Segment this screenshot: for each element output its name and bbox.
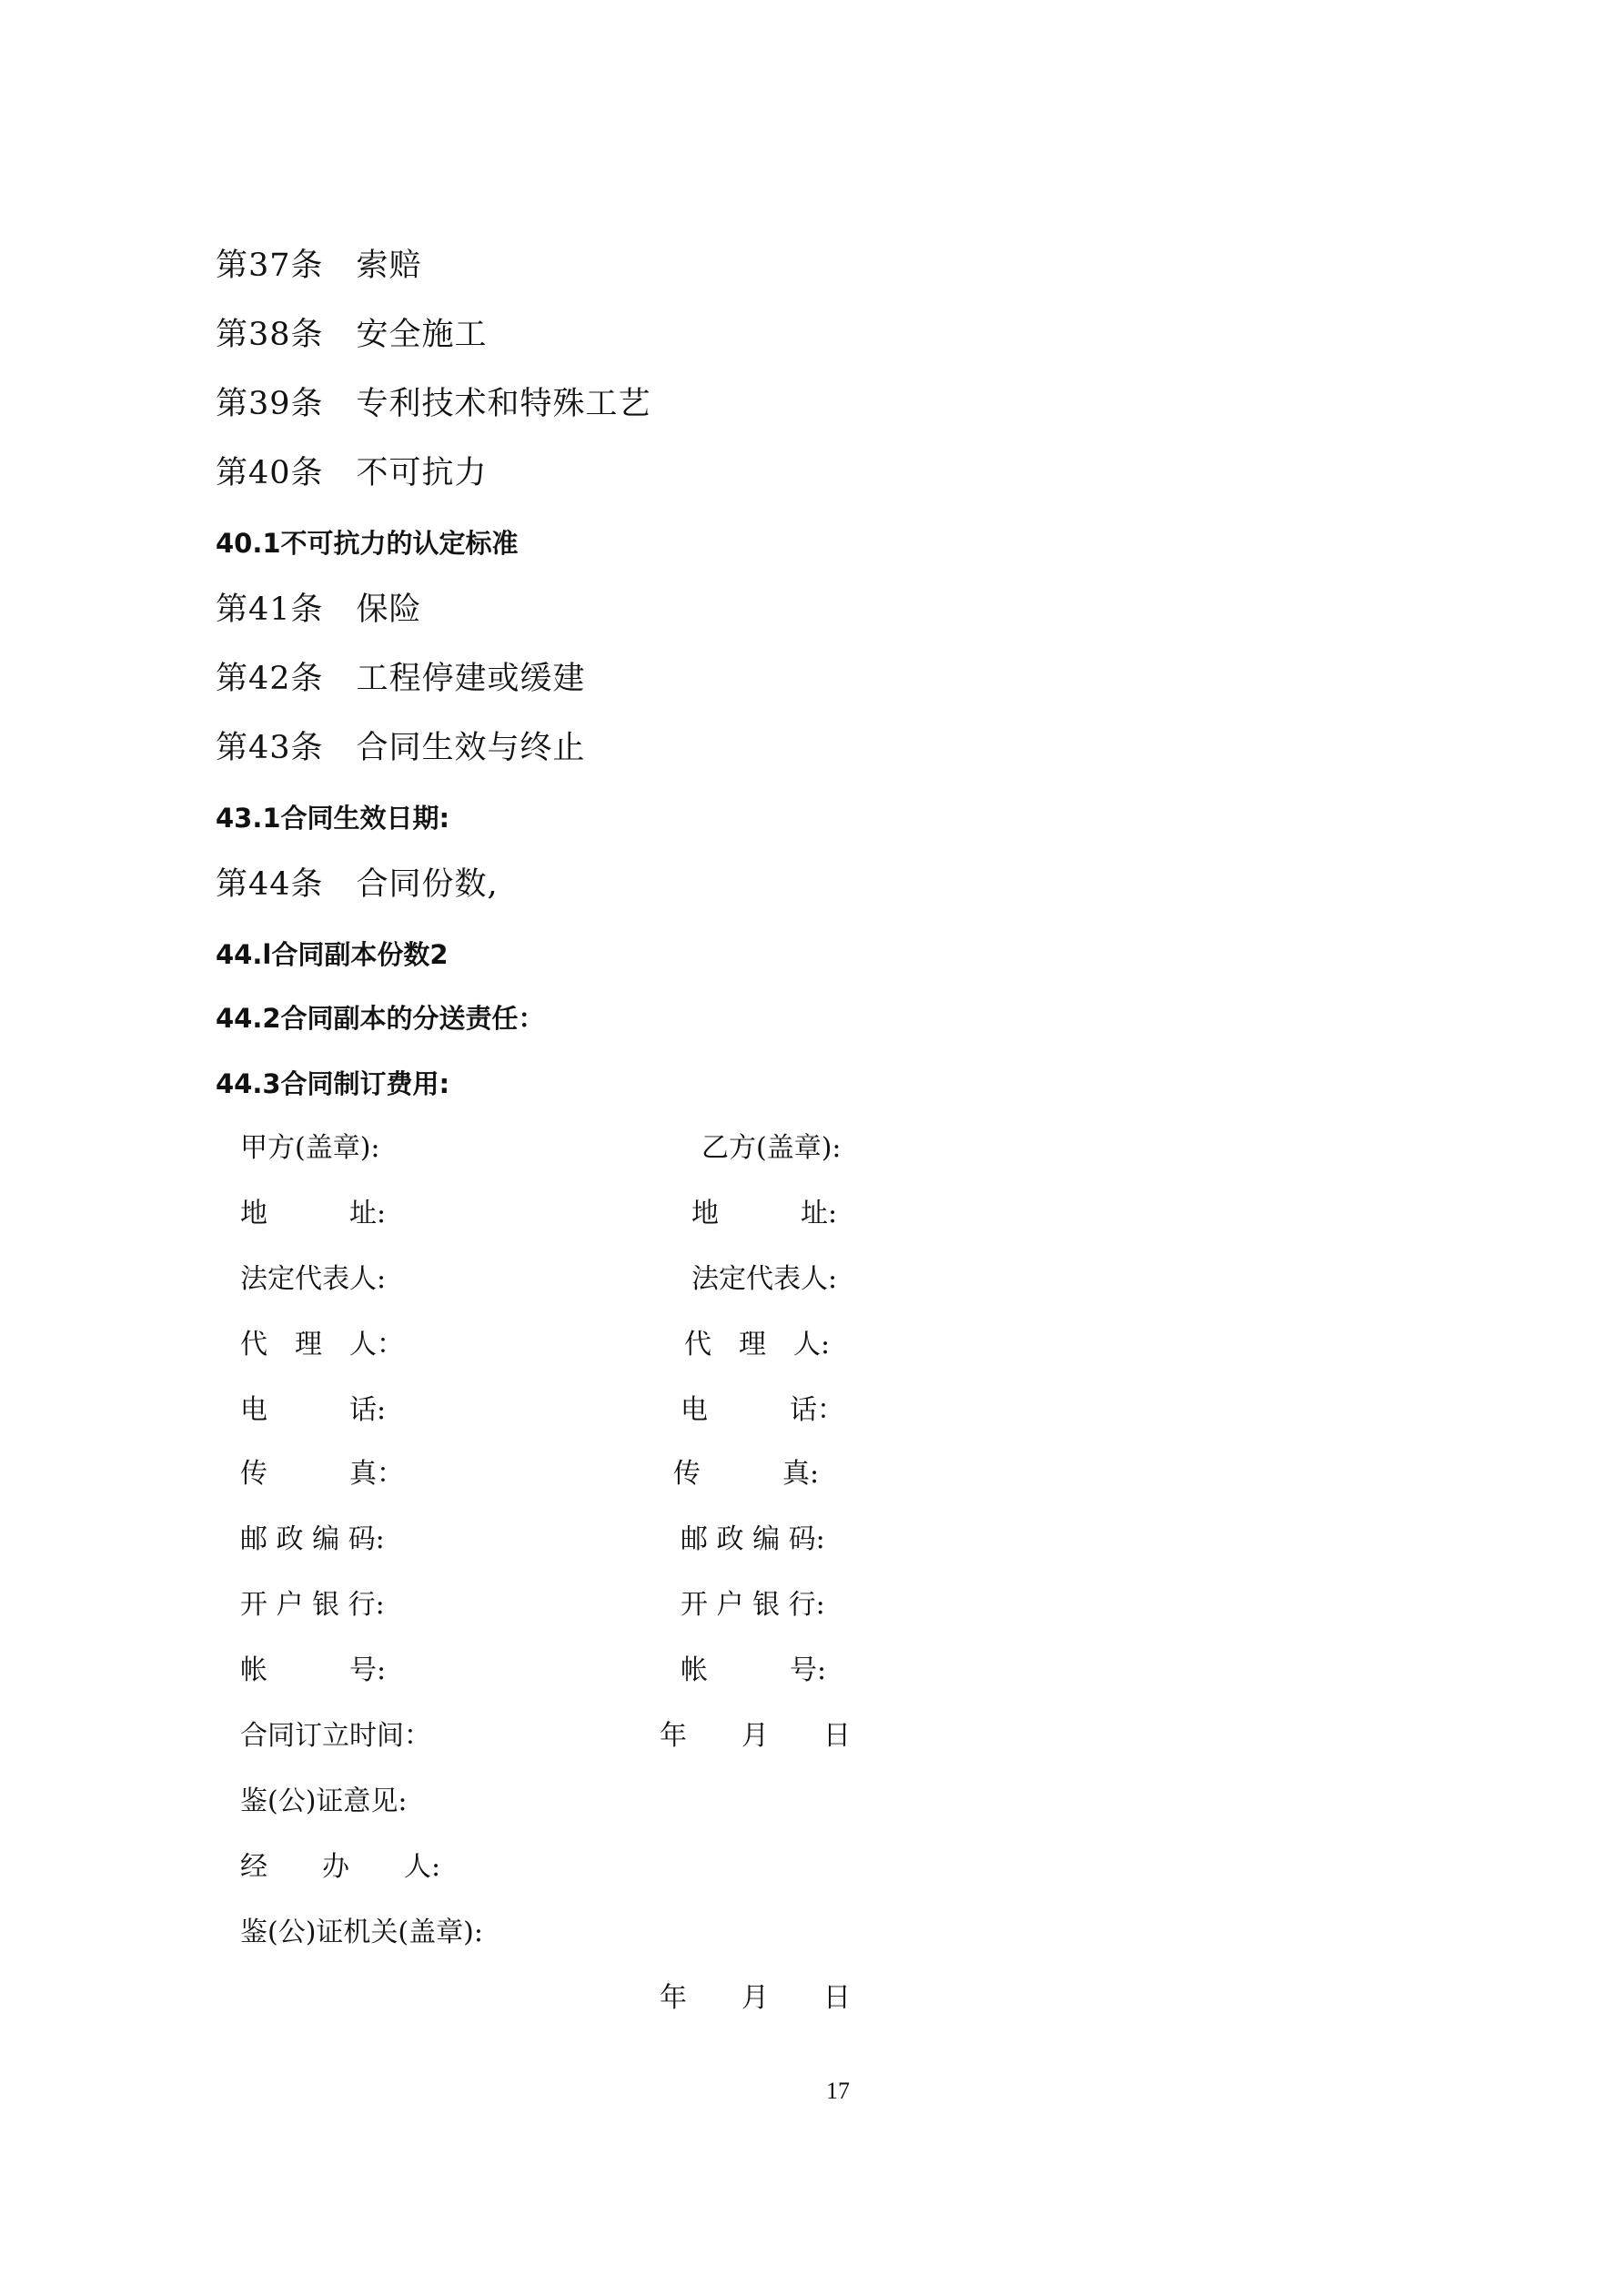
party-b-fax: 传 真: [673,1458,820,1490]
article-37: 第37条 索赔 [216,248,422,284]
party-a-phone: 电 话: [240,1394,387,1426]
article-39: 第39条 专利技术和特殊工艺 [216,386,651,422]
party-b-legal-rep: 法定代表人: [691,1263,838,1295]
article-42: 第42条 工程停建或缓建 [216,661,586,697]
party-b-address: 地 址: [691,1198,838,1229]
notary-office-seal: 鉴(公)证机关(盖章): [240,1917,483,1948]
party-a-legal-rep: 法定代表人: [240,1263,387,1295]
party-a-address: 地 址: [240,1198,387,1229]
clause-40-1: 40.1不可抗力的认定标准 [216,528,519,559]
party-a-postcode: 邮 政 编 码: [240,1523,385,1555]
clause-44-2: 44.2合同副本的分送责任： [216,1003,545,1034]
signing-date: 年 月 日 [660,1720,851,1752]
handler: 经 办 人: [240,1851,441,1883]
article-44: 第44条 合同份数, [216,866,499,903]
article-43: 第43条 合同生效与终止 [216,730,586,766]
article-38: 第38条 安全施工 [216,317,488,353]
party-a-fax: 传 真： [240,1458,404,1490]
page-number: 17 [826,2078,850,2104]
article-41: 第41条 保险 [216,592,422,628]
party-a-account: 帐 号: [240,1654,387,1686]
party-b-phone: 电 话： [681,1394,844,1426]
article-40: 第40条 不可抗力 [216,455,488,491]
notary-date: 年 月 日 [660,1982,851,2014]
clause-43-1: 43.1合同生效日期: [216,803,450,834]
party-b-bank: 开 户 银 行: [681,1589,825,1621]
party-a-agent: 代 理 人： [240,1329,404,1360]
party-b-agent: 代 理 人: [684,1329,831,1360]
notary-opinion: 鉴(公)证意见: [240,1785,408,1817]
party-b-account: 帐 号: [681,1654,827,1686]
party-a-seal: 甲方(盖章): [240,1132,380,1164]
party-b-postcode: 邮 政 编 码: [681,1523,825,1555]
signing-time-label: 合同订立时间： [240,1720,431,1752]
party-b-seal: 乙方(盖章): [701,1132,842,1164]
clause-44-3: 44.3合同制订费用: [216,1068,450,1099]
clause-44-1: 44.l合同副本份数2 [216,939,449,970]
party-a-bank: 开 户 银 行: [240,1589,385,1621]
